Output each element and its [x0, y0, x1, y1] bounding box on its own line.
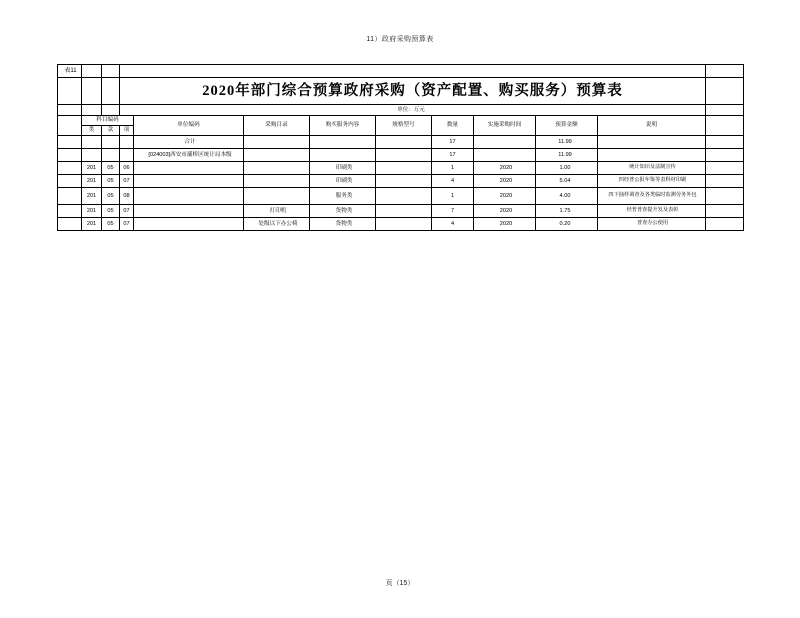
cell-shuliang: 1: [432, 188, 474, 205]
cell-shishi-shijian: 2020: [474, 205, 536, 218]
government-procurement-budget-table: [57, 64, 744, 231]
page-header-title: 11）政府采购预算表: [366, 36, 434, 43]
table-row: [58, 218, 744, 231]
cell-blank-right: [706, 205, 744, 218]
header-shuoming: 说明: [598, 116, 706, 136]
cell-blank-left: [58, 218, 82, 231]
table-tag: 表11: [58, 65, 82, 78]
cell-goumai-neirong: 印刷类: [310, 162, 376, 175]
cell-guige-xinghao: [376, 149, 432, 162]
cell-guige-xinghao: [376, 205, 432, 218]
unit-pad-1: [58, 105, 82, 116]
cell-danwei-bianma: [134, 218, 244, 231]
cell-blank-right: [706, 175, 744, 188]
header-shishi-shijian: 实施采购时间: [474, 116, 536, 136]
title-left-pad-3: [102, 78, 120, 105]
cell-shuoming: 普查办公使用: [598, 218, 706, 231]
header-kemu-xiang: 项: [120, 126, 134, 136]
cell-caigou-mulu: [244, 175, 310, 188]
table-row: [58, 162, 744, 175]
cell-lei: [82, 136, 102, 149]
cell-blank-left: [58, 205, 82, 218]
cell-shuliang: 17: [432, 136, 474, 149]
cell-blank-right: [706, 149, 744, 162]
cell-lei: 201: [82, 162, 102, 175]
cell-blank-right: [706, 188, 744, 205]
cell-guige-xinghao: [376, 218, 432, 231]
cell-goumai-neirong: 货物类: [310, 218, 376, 231]
cell-guige-xinghao: [376, 188, 432, 205]
header-blank-right: [706, 116, 744, 136]
cell-goumai-neirong: 印刷类: [310, 175, 376, 188]
cell-xiang: [120, 149, 134, 162]
table-row: [58, 175, 744, 188]
cell-caigou-mulu: [244, 149, 310, 162]
table-header-row-1: [58, 116, 744, 126]
cell-shuliang: 1: [432, 162, 474, 175]
table-row: [58, 205, 744, 218]
title-left-pad-1: [58, 78, 82, 105]
table-title-row: [58, 78, 744, 105]
cell-yusuan-jine: 11.99: [536, 136, 598, 149]
cell-yusuan-jine: 5.04: [536, 175, 598, 188]
cell-blank-right: [706, 218, 744, 231]
cell-xiang: 07: [120, 205, 134, 218]
cell-kuan: 05: [102, 162, 120, 175]
cell-goumai-neirong: [310, 149, 376, 162]
table-row: [58, 188, 744, 205]
cell-yusuan-jine: 1.00: [536, 162, 598, 175]
cell-yusuan-jine: 11.99: [536, 149, 598, 162]
cell-goumai-neirong: 服务类: [310, 188, 376, 205]
cell-xiang: 07: [120, 218, 134, 231]
cell-danwei-bianma: 合计: [134, 136, 244, 149]
cell-shuliang: 4: [432, 218, 474, 231]
page-title: 2020年部门综合预算政府采购（资产配置、购买服务）预算表: [120, 78, 706, 105]
cell-xiang: 07: [120, 175, 134, 188]
header-goumai-neirong: 购买服务内容: [310, 116, 376, 136]
cell-shuliang: 7: [432, 205, 474, 218]
cell-blank-left: [58, 175, 82, 188]
cell-blank-left: [58, 188, 82, 205]
cell-caigou-mulu: [244, 136, 310, 149]
header-caigou-mulu: 采购目录: [244, 116, 310, 136]
unit-note-row: [58, 105, 744, 116]
page-footer-number: 页（15）: [385, 580, 415, 587]
cell-kuan: [102, 149, 120, 162]
cell-danwei-bianma: [134, 188, 244, 205]
title-left-pad-2: [82, 78, 102, 105]
header-blank-left: [58, 116, 82, 136]
tag-spacer-1: [82, 65, 102, 78]
cell-shishi-shijian: [474, 149, 536, 162]
tag-spacer-4: [706, 65, 744, 78]
cell-lei: 201: [82, 175, 102, 188]
cell-shuliang: 4: [432, 175, 474, 188]
cell-shuoming: 经普普查提升发及表彰: [598, 205, 706, 218]
header-kemu-kuan: 款: [102, 126, 120, 136]
header-guige-xinghao: 规格型号: [376, 116, 432, 136]
cell-yusuan-jine: 1.75: [536, 205, 598, 218]
cell-kuan: [102, 136, 120, 149]
cell-blank-left: [58, 136, 82, 149]
table-row: [58, 136, 744, 149]
cell-shishi-shijian: 2020: [474, 162, 536, 175]
cell-shuoming: [598, 149, 706, 162]
cell-goumai-neirong: 货物类: [310, 205, 376, 218]
cell-caigou-mulu: [244, 188, 310, 205]
cell-danwei-bianma: [134, 162, 244, 175]
cell-guige-xinghao: [376, 175, 432, 188]
cell-goumai-neirong: [310, 136, 376, 149]
tag-spacer-2: [102, 65, 120, 78]
cell-shuoming: 四经普公报年鉴等表科材印刷: [598, 175, 706, 188]
cell-xiang: 08: [120, 188, 134, 205]
table-tag-row: [58, 65, 744, 78]
cell-blank-right: [706, 136, 744, 149]
unit-note: 单位：万元: [120, 105, 706, 116]
cell-kuan: 05: [102, 205, 120, 218]
header-danwei-bianma: 单位编码: [134, 116, 244, 136]
cell-lei: 201: [82, 188, 102, 205]
cell-shuoming: 四下抽样调查及各类临时监测劳务外包: [598, 188, 706, 205]
cell-shishi-shijian: [474, 136, 536, 149]
header-kemu-lei: 类: [82, 126, 102, 136]
cell-blank-right: [706, 162, 744, 175]
cell-danwei-bianma: [134, 175, 244, 188]
cell-kuan: 05: [102, 188, 120, 205]
tag-spacer-3: [120, 65, 706, 78]
cell-shishi-shijian: 2020: [474, 218, 536, 231]
cell-lei: 201: [82, 205, 102, 218]
unit-pad-2: [82, 105, 102, 116]
unit-pad-3: [102, 105, 120, 116]
cell-yusuan-jine: 0.20: [536, 218, 598, 231]
cell-shuoming: 统计知识及法制宣传: [598, 162, 706, 175]
cell-danwei-bianma: [134, 205, 244, 218]
cell-caigou-mulu: 打印机: [244, 205, 310, 218]
cell-guige-xinghao: [376, 162, 432, 175]
cell-xiang: [120, 136, 134, 149]
cell-blank-left: [58, 149, 82, 162]
table-row: [58, 149, 744, 162]
cell-lei: 201: [82, 218, 102, 231]
header-kemu-group: 科目编码: [82, 116, 134, 126]
unit-pad-4: [706, 105, 744, 116]
cell-shishi-shijian: 2020: [474, 175, 536, 188]
header-yusuan-jine: 预算金额: [536, 116, 598, 136]
cell-kuan: 05: [102, 175, 120, 188]
cell-shishi-shijian: 2020: [474, 188, 536, 205]
cell-xiang: 06: [120, 162, 134, 175]
header-shuliang: 数量: [432, 116, 474, 136]
cell-guige-xinghao: [376, 136, 432, 149]
cell-danwei-bianma: [024003]西安市灞桥区统计局本级: [134, 149, 244, 162]
cell-kuan: 05: [102, 218, 120, 231]
cell-blank-left: [58, 162, 82, 175]
cell-shuoming: [598, 136, 706, 149]
cell-yusuan-jine: 4.00: [536, 188, 598, 205]
cell-caigou-mulu: 处级以下办公椅: [244, 218, 310, 231]
budget-table-container: [57, 64, 743, 231]
cell-caigou-mulu: [244, 162, 310, 175]
cell-shuliang: 17: [432, 149, 474, 162]
title-right-pad: [706, 78, 744, 105]
cell-lei: [82, 149, 102, 162]
